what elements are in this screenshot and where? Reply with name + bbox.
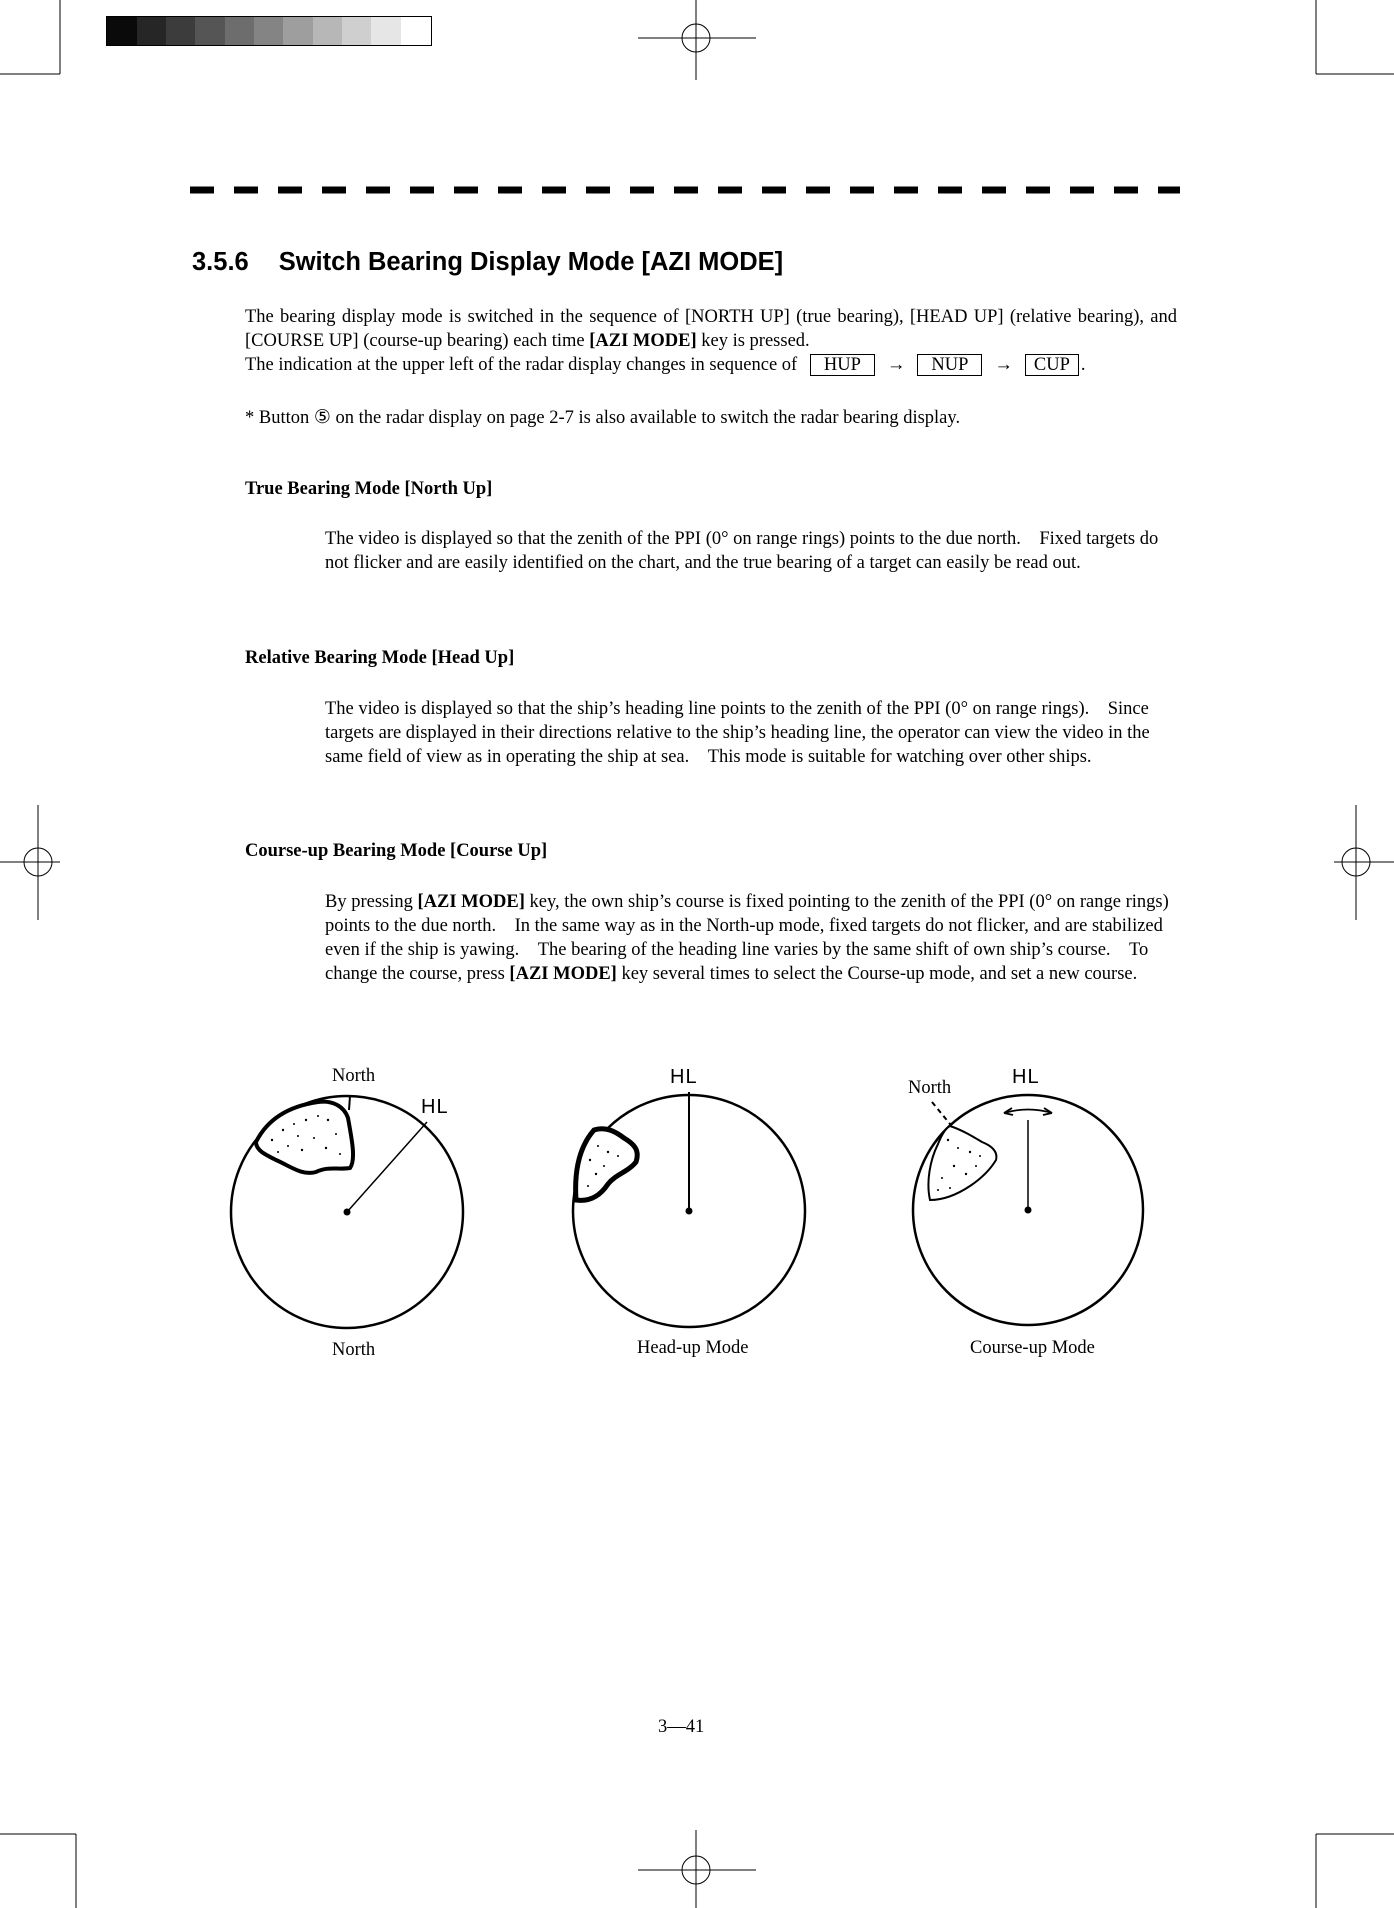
circled-five-icon: ⑤ bbox=[313, 406, 331, 428]
intro-paragraph: The bearing display mode is switched in the sequence of [NORTH UP] (true bearing), [HEAD UP] (relative bearing), and [COURSE UP] (course-up bearing) each time [AZI MODE] key is pressed. bbox=[245, 307, 1177, 351]
button-note: * Button ⑤ on the radar display on page 2-7 is also available to switch the radar bearing display. bbox=[245, 406, 961, 428]
seq-hup-box: HUP bbox=[810, 354, 875, 376]
fig-course-up-hl-label: HL bbox=[1012, 1066, 1040, 1088]
own-ship-dot bbox=[344, 1209, 351, 1216]
radar-echo bbox=[576, 1129, 638, 1201]
own-ship-dot bbox=[1025, 1207, 1032, 1214]
fig-north-up-hl-label: HL bbox=[421, 1096, 449, 1118]
page-number: 3—41 bbox=[658, 1717, 705, 1737]
seq-arrow: → bbox=[994, 355, 1013, 375]
seq-cup-box: CUP bbox=[1025, 354, 1079, 376]
radar-echo bbox=[256, 1102, 353, 1173]
heading-relative-bearing: Relative Bearing Mode [Head Up] bbox=[245, 648, 515, 668]
heading-line bbox=[347, 1122, 427, 1212]
own-ship-dot bbox=[686, 1208, 693, 1215]
fig-north-up-top-label: North bbox=[332, 1066, 376, 1086]
text-relative-bearing: The video is displayed so that the ship’s heading line points to the zenith of the PPI (0° on range rings). Since targets are displayed in their directions relative to the ship’s heading line, the operator can view the video in the same field of view as in operating the ship at sea. This mode is suitable for watching over other ships. bbox=[325, 699, 1150, 767]
head-up-ppi-diagram bbox=[568, 1090, 808, 1340]
azi-mode-key-ref: [AZI MODE] bbox=[589, 331, 697, 351]
course-up-ppi-diagram bbox=[910, 1090, 1150, 1340]
yaw-arrow-icon bbox=[1004, 1110, 1052, 1114]
seq-nup-box: NUP bbox=[917, 354, 982, 376]
seq-arrow: → bbox=[886, 355, 906, 375]
fig-north-up-caption: North bbox=[332, 1340, 376, 1360]
fig-course-up-caption: Course-up Mode bbox=[970, 1338, 1095, 1358]
heading-true-bearing: True Bearing Mode [North Up] bbox=[245, 479, 493, 499]
heading-course-up-bearing: Course-up Bearing Mode [Course Up] bbox=[245, 841, 548, 861]
section-number: 3.5.6 bbox=[192, 248, 249, 276]
text-course-up-bearing: By pressing [AZI MODE] key, the own ship’s course is fixed pointing to the zenith of the PPI (0° on range rings) points to the due north. In the same way as in the North-up mode, fixed targets do not flicker, and are stabilized even if the ship is yawing. The bearing of the heading line varies by the same shift of own ship’s course. To change the course, press [AZI MODE] key several times to select the Course-up mode, and set a new course. bbox=[325, 892, 1169, 984]
fig-head-up-caption: Head-up Mode bbox=[637, 1338, 749, 1358]
north-dashed-line bbox=[932, 1102, 950, 1124]
sequence-line: The indication at the upper left of the radar display changes in sequence of HUP → NUP → CUP . bbox=[245, 355, 1086, 375]
north-marker bbox=[349, 1096, 350, 1110]
section-title-text: Switch Bearing Display Mode [AZI MODE] bbox=[278, 248, 784, 276]
north-up-ppi-diagram bbox=[228, 1090, 468, 1340]
fig-course-up-top-label: North bbox=[908, 1078, 952, 1098]
text-true-bearing: The video is displayed so that the zenith of the PPI (0° on range rings) points to the due north. Fixed targets do not flicker and are easily identified on the chart, and the true bearing of a target can easily be read out. bbox=[325, 529, 1159, 573]
section-title bbox=[192, 248, 783, 277]
fig-head-up-hl-label: HL bbox=[670, 1066, 698, 1088]
dashed-rule bbox=[190, 184, 1180, 196]
